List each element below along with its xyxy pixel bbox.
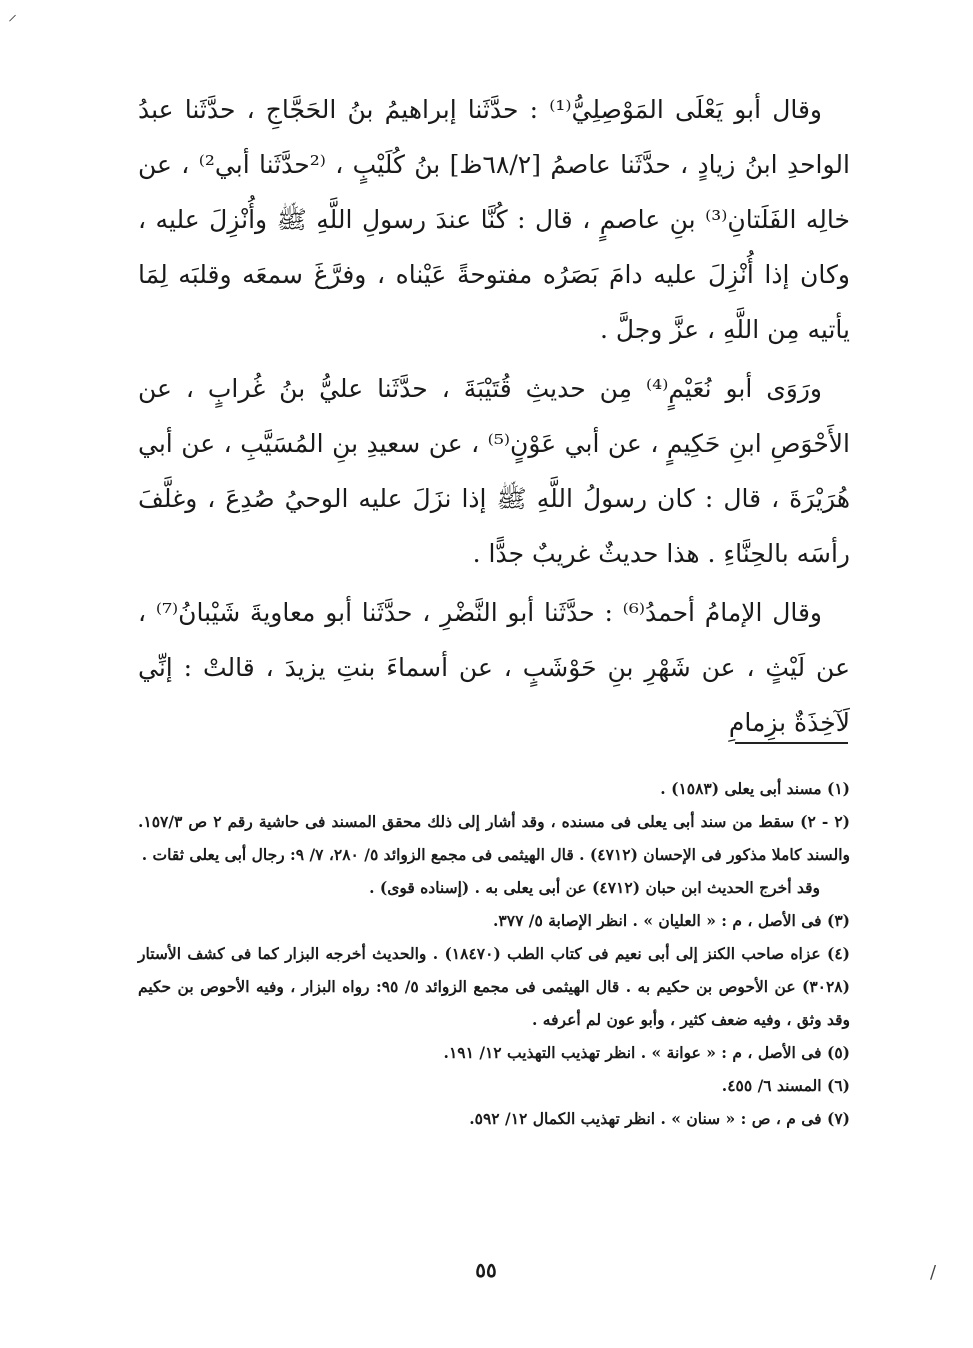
- footnote-6: (٦) المسند ٦/ ٤٥٥.: [721, 1076, 850, 1095]
- footnote-2-continuation: وقد أخرج الحديث ابن حبان (٤٧١٢) عن أبى يعلى به . (إسناده قوى) .: [369, 878, 820, 897]
- footnotes: [138, 772, 850, 1135]
- footnote-3: (٣) فى الأصل ، م : « العليان » . انظر الإصابة ٥/ ٣٧٧.: [493, 911, 850, 930]
- page-number: ٥٥: [475, 1258, 497, 1282]
- footnote-7: (٧) فى م ، ص : « سنان » . انظر تهذيب الكمال ١٢/ ٥٩٢.: [469, 1109, 850, 1128]
- footnote-5: (٥) فى الأصل ، م : « عوانة » . انظر تهذيب التهذيب ١٢/ ١٩١.: [443, 1043, 850, 1062]
- paragraph-3: وقال الإمامُ أحمدُ⁽⁶⁾ : حدَّثَنا أبو النَّضْرِ ، حدَّثَنا أبو معاويةَ شَيْبانُ⁽⁷⁾ ، عن لَيْثٍ ، عن شَهْرِ بنِ حَوْشَبٍ ، عن أسماءَ بنتِ يزيدَ ، قالتْ : إنِّي لَآخِذَةٌ بزِمامِ: [138, 598, 850, 737]
- paragraph-1: وقال أبو يَعْلَى المَوْصِلِيُّ⁽¹⁾ : حدَّثَنا إبراهيمُ بنُ الحَجَّاجِ ، حدَّثَنا عبدُ الواحدِ ابنُ زيادٍ ، حدَّثَنا عاصمُ [٦٨/٢ظ] بنُ كُلَيْبٍ ، ⁽²حدَّثَنا أبي²⁾ ، عن خالِه الفَلَتانِ⁽³⁾ بنِ عاصمٍ ، قال : كُنَّا عندَ رسولِ اللَّهِ ﷺ وأُنْزِلَ عليه ، وكان إذا أُنْزِلَ عليه دامَ بَصَرُه مفتوحةً عَيْناه ، وفرَّغَ سمعَه وقلبَه لِمَا يأتيه مِن اللَّهِ ، عزَّ وجلَّ .: [138, 95, 850, 344]
- footnote-divider: [735, 742, 848, 744]
- scan-mark: ⸝: [8, 4, 17, 25]
- scan-mark-bottom: /: [930, 1262, 937, 1283]
- footnote-4: (٤) عزاه صاحب الكنز إلى أبى نعيم فى كتاب الطب (١٨٤٧٠) . والحديث أخرجه البزار كما فى كشف الأستار (٣٠٢٨) عن الأحوص بن حكيم به . قال الهيثمى فى مجمع الزوائد ٥/ ٩٥: رواه البزار ، وفيه الأحوص بن حكيم وقد وثق ، وفيه ضعف كثير ، وأبو عون لم أعرفه .: [138, 944, 850, 1029]
- footnote-1: (١) مسند أبى يعلى (١٥٨٣) .: [660, 779, 850, 798]
- paragraph-2: ورَوَى أبو نُعَيْمٍ⁽⁴⁾ مِن حديثِ قُتَيْبَةَ ، حدَّثَنا عليُّ بنُ غُرابٍ ، عن الأَحْوَصِ ابنِ حَكِيمٍ ، عن أبي عَوْنٍ⁽⁵⁾ ، عن سعيدِ بنِ المُسَيَّبِ ، عن أبي هُرَيْرَةَ ، قال : كان رسولُ اللَّهِ ﷺ إذا نزَلَ عليه الوحيُ صُدِعَ ، وغلَّفَ رأسَه بالحِنَّاءِ . هذا حديثٌ غريبٌ جدًّا .: [138, 374, 850, 568]
- footnote-2: (٢ - ٢) سقط من سند أبى يعلى فى مسنده ، وقد أشار إلى ذلك محقق المسند فى حاشية رقم ٢ ص ١٥٧/٣. والسند كاملا مذكور فى الإحسان (٤٧١٢) . قال الهيثمى فى مجمع الزوائد ٥/ ٢٨٠، ٧/ ٩: رجال أبى يعلى ثقات .: [138, 812, 850, 864]
- main-text: [138, 82, 850, 754]
